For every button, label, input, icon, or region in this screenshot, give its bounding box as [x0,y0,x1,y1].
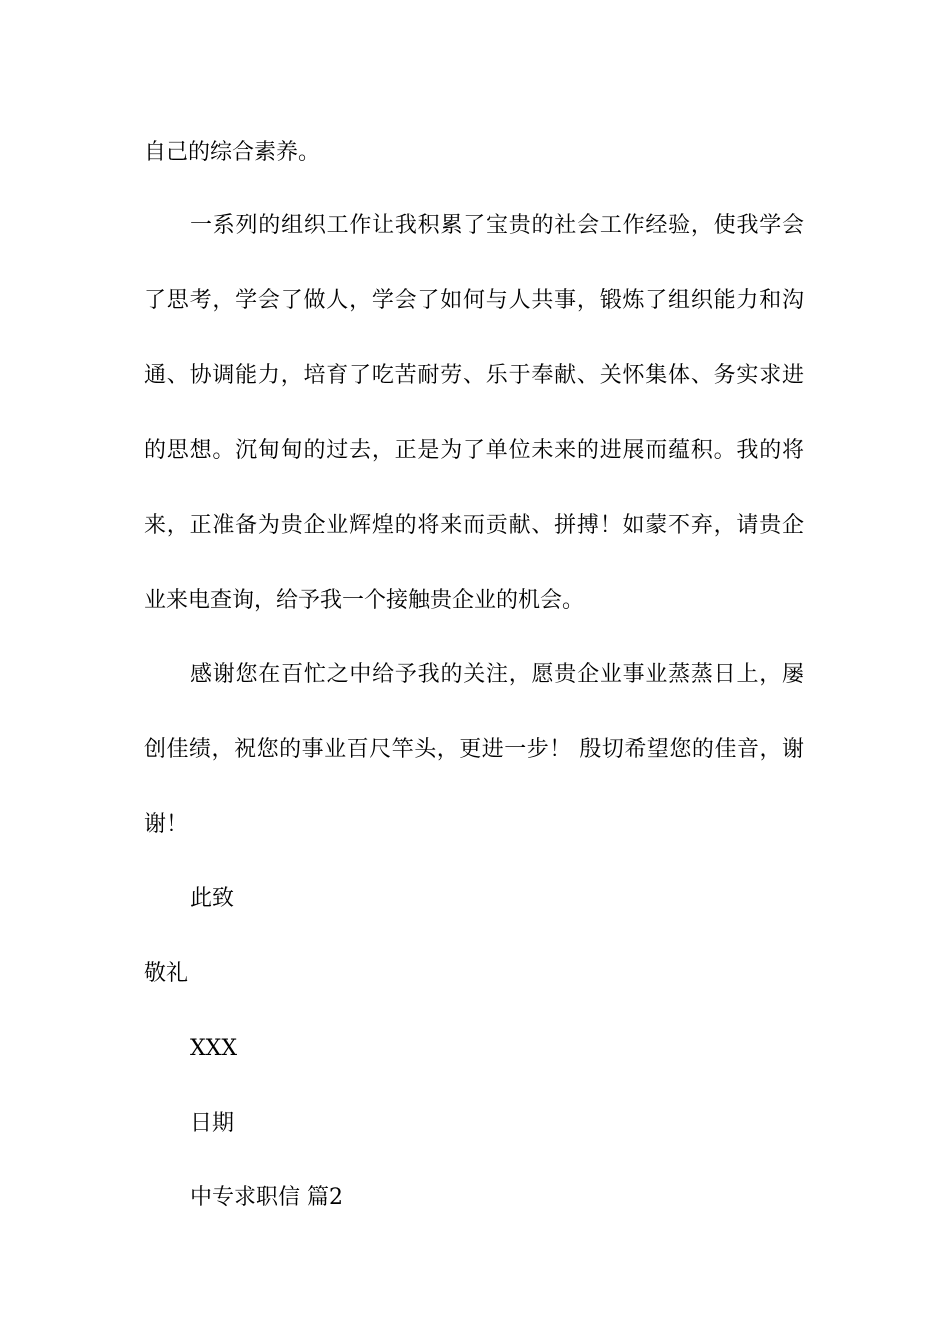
paragraph-line: 自己的综合素养。 [144,140,321,165]
paragraph-line: 业来电查询，给予我一个接触贵企业的机会。 [144,588,585,613]
signature-date: 日期 [190,1111,235,1136]
signature-name: XXX [190,1036,237,1061]
paragraph-line: 感谢您在百忙之中给予我的关注，愿贵企业事业蒸蒸日上，屡 [190,662,804,687]
paragraph-line: 的思想。沉甸甸的过去，正是为了单位未来的进展而蕴积。我的将 [144,438,804,463]
section-title: 中专求职信 篇2 [190,1185,343,1210]
paragraph-line: 一系列的组织工作让我积累了宝贵的社会工作经验，使我学会 [190,213,804,238]
paragraph-line: 了思考，学会了做人，学会了如何与人共事，锻炼了组织能力和沟 [144,288,804,313]
closing-salutation: 此致 [190,886,235,911]
paragraph-line: 创佳绩，祝您的事业百尺竿头，更进一步！ 殷切希望您的佳音，谢 [144,737,804,762]
paragraph-line: 通、协调能力，培育了吃苦耐劳、乐于奉献、关怀集体、务实求进 [144,363,804,388]
paragraph-line: 谢！ [144,812,189,837]
closing-regards: 敬礼 [144,961,189,986]
paragraph-line: 来，正准备为贵企业辉煌的将来而贡献、拼搏！如蒙不弃，请贵企 [144,513,804,538]
